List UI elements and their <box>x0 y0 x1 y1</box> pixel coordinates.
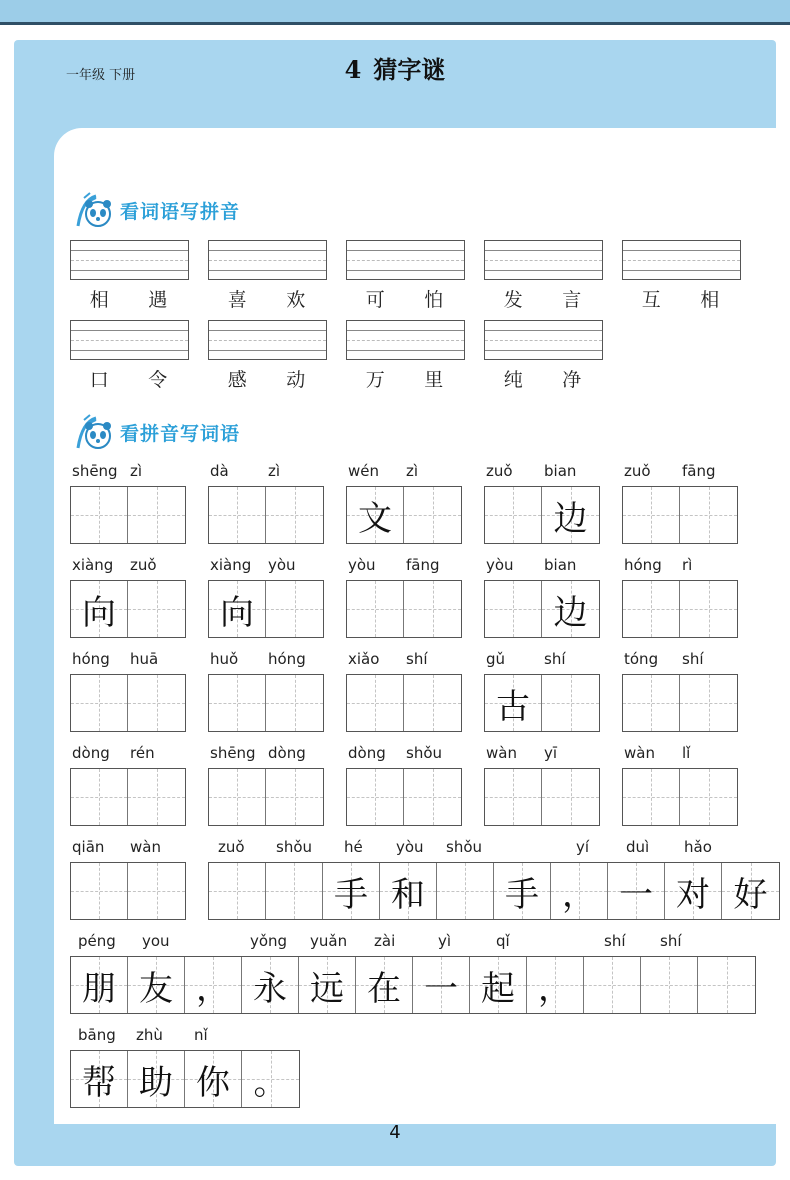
writing-cell[interactable] <box>242 957 299 1013</box>
pinyin-label: dòng <box>348 744 386 762</box>
writing-cell[interactable] <box>71 769 128 825</box>
writing-cell[interactable] <box>347 769 404 825</box>
pinyin-answer-box[interactable] <box>346 320 465 360</box>
vocabulary-word <box>622 285 739 312</box>
pinyin-label: rén <box>130 744 155 762</box>
vocabulary-word <box>208 365 325 392</box>
writing-cell[interactable] <box>542 487 599 543</box>
word-char: 纯 <box>503 369 523 391</box>
pinyin-label: yì <box>438 932 452 950</box>
character-grid <box>208 486 324 544</box>
character-grid <box>208 862 780 920</box>
writing-cell[interactable] <box>470 957 527 1013</box>
pinyin-label: tóng <box>624 650 659 668</box>
vocabulary-word <box>484 285 601 312</box>
writing-cell[interactable] <box>542 769 599 825</box>
cell-char: 手 <box>334 874 368 915</box>
pinyin-label: shǒu <box>446 838 483 856</box>
character-grid <box>622 768 738 826</box>
pinyin-label: yòu <box>268 556 296 574</box>
writing-cell[interactable] <box>347 581 404 637</box>
pinyin-label: hǎo <box>684 838 712 856</box>
vocabulary-word <box>346 365 463 392</box>
character-grid <box>70 956 756 1014</box>
pinyin-label: bian <box>544 556 577 574</box>
pinyin-label: zuǒ <box>218 838 245 856</box>
pinyin-label: dòng <box>72 744 110 762</box>
character-grid <box>70 862 186 920</box>
word-char: 口 <box>89 369 109 391</box>
guide-line <box>347 250 464 251</box>
guide-line <box>209 350 326 351</box>
writing-cell[interactable] <box>680 581 737 637</box>
writing-cell[interactable] <box>185 957 242 1013</box>
writing-cell[interactable] <box>128 675 185 731</box>
pinyin-label: shǒu <box>276 838 313 856</box>
pinyin-label: shí <box>604 932 626 950</box>
pinyin-label: shí <box>682 650 704 668</box>
panda-icon <box>74 190 116 230</box>
writing-cell[interactable] <box>356 957 413 1013</box>
previous-page-edge <box>0 0 790 25</box>
writing-cell[interactable] <box>623 581 680 637</box>
writing-cell[interactable] <box>380 863 437 919</box>
cell-char: 好 <box>733 874 768 915</box>
writing-cell[interactable] <box>128 957 185 1013</box>
character-grid <box>484 580 600 638</box>
writing-cell[interactable] <box>71 675 128 731</box>
lesson-number: 4 <box>344 55 362 84</box>
writing-cell[interactable] <box>413 957 470 1013</box>
pinyin-label: bian <box>544 462 577 480</box>
cell-char: 一 <box>424 968 458 1009</box>
pinyin-label: yòu <box>486 556 514 574</box>
cell-char: ， <box>196 968 230 1009</box>
writing-cell[interactable] <box>623 487 680 543</box>
pinyin-label: xiàng <box>210 556 252 574</box>
pinyin-label: hóng <box>624 556 662 574</box>
pinyin-label: péng <box>78 932 116 950</box>
writing-cell[interactable] <box>209 581 266 637</box>
pinyin-label: shí <box>544 650 566 668</box>
word-char: 互 <box>641 289 661 311</box>
pinyin-label: huǒ <box>210 650 239 668</box>
panda-icon <box>74 412 116 452</box>
guide-line <box>71 340 188 341</box>
pinyin-label: yǒng <box>250 932 288 950</box>
page-number: 4 <box>389 1122 401 1143</box>
character-grid <box>622 486 738 544</box>
writing-cell[interactable] <box>404 675 461 731</box>
pinyin-answer-box[interactable] <box>70 320 189 360</box>
character-grid <box>622 674 738 732</box>
character-grid <box>70 580 186 638</box>
writing-cell[interactable] <box>71 957 128 1013</box>
writing-cell[interactable] <box>209 487 266 543</box>
word-char: 相 <box>89 289 109 311</box>
cell-char: 。 <box>253 1062 288 1103</box>
writing-cell[interactable] <box>404 487 461 543</box>
writing-cell[interactable] <box>266 581 323 637</box>
writing-cell[interactable] <box>185 1051 242 1107</box>
word-char: 令 <box>148 369 168 391</box>
character-grid <box>208 580 324 638</box>
word-char: 言 <box>562 289 582 311</box>
word-char: 遇 <box>148 289 168 311</box>
character-grid <box>70 674 186 732</box>
pinyin-label: zuǒ <box>486 462 513 480</box>
character-grid <box>70 486 186 544</box>
cell-char: 在 <box>367 968 401 1009</box>
pinyin-label: shí <box>660 932 682 950</box>
vocabulary-word <box>346 285 463 312</box>
guide-line <box>71 260 188 261</box>
writing-cell[interactable] <box>608 863 665 919</box>
guide-line <box>623 270 740 271</box>
pinyin-label: huā <box>130 650 159 668</box>
writing-cell[interactable] <box>71 581 128 637</box>
lesson-name: 猜字谜 <box>373 55 446 84</box>
pinyin-label: rì <box>682 556 693 574</box>
guide-line <box>485 350 602 351</box>
cell-char: 对 <box>676 874 710 915</box>
pinyin-label: xiǎo <box>348 650 380 668</box>
pinyin-label: nǐ <box>194 1026 208 1044</box>
cell-char: 边 <box>553 498 588 539</box>
cell-char: 朋 <box>82 968 116 1009</box>
section-2-title: 看拼音写词语 <box>120 422 241 445</box>
section-1-header <box>74 190 240 230</box>
guide-line <box>485 330 602 331</box>
guide-line <box>347 270 464 271</box>
character-grid <box>484 674 600 732</box>
writing-cell[interactable] <box>698 957 755 1013</box>
writing-cell[interactable] <box>266 487 323 543</box>
cell-char: 帮 <box>82 1062 116 1103</box>
pinyin-answer-box[interactable] <box>208 240 327 280</box>
word-char: 发 <box>503 289 523 311</box>
pinyin-answer-box[interactable] <box>346 240 465 280</box>
pinyin-label: zì <box>130 462 143 480</box>
writing-cell[interactable] <box>542 581 599 637</box>
pinyin-label: hóng <box>268 650 306 668</box>
pinyin-label: zuǒ <box>130 556 157 574</box>
cell-char: 和 <box>391 874 425 915</box>
word-char: 可 <box>365 289 385 311</box>
guide-line <box>623 260 740 261</box>
writing-cell[interactable] <box>347 675 404 731</box>
guide-line <box>209 330 326 331</box>
writing-cell[interactable] <box>299 957 356 1013</box>
writing-cell[interactable] <box>128 863 185 919</box>
writing-cell[interactable] <box>680 487 737 543</box>
writing-cell[interactable] <box>323 863 380 919</box>
pinyin-label: zì <box>268 462 281 480</box>
character-grid <box>622 580 738 638</box>
pinyin-answer-box[interactable] <box>70 240 189 280</box>
pinyin-label: yuǎn <box>310 932 348 950</box>
pinyin-answer-box[interactable] <box>622 240 741 280</box>
cell-char: 一 <box>619 874 653 915</box>
guide-line <box>623 250 740 251</box>
writing-cell[interactable] <box>584 957 641 1013</box>
pinyin-label: yī <box>544 744 558 762</box>
cell-char: 边 <box>553 592 588 633</box>
writing-cell[interactable] <box>485 769 542 825</box>
word-char: 万 <box>365 369 385 391</box>
word-char: 净 <box>562 369 582 391</box>
writing-cell[interactable] <box>527 957 584 1013</box>
writing-cell[interactable] <box>551 863 608 919</box>
cell-char: 助 <box>139 1062 173 1103</box>
pinyin-answer-box[interactable] <box>484 320 603 360</box>
cell-char: 向 <box>82 592 116 633</box>
cell-char: ， <box>538 968 572 1009</box>
guide-line <box>347 330 464 331</box>
pinyin-label: zài <box>374 932 396 950</box>
writing-cell[interactable] <box>623 675 680 731</box>
guide-line <box>71 250 188 251</box>
writing-cell[interactable] <box>404 581 461 637</box>
pinyin-label: shǒu <box>406 744 443 762</box>
word-char: 欢 <box>286 289 306 311</box>
writing-cell[interactable] <box>266 675 323 731</box>
vocabulary-word <box>208 285 325 312</box>
guide-line <box>209 340 326 341</box>
pinyin-label: dà <box>210 462 229 480</box>
word-char: 动 <box>286 369 306 391</box>
writing-cell[interactable] <box>128 487 185 543</box>
cell-char: 你 <box>196 1062 230 1103</box>
pinyin-label: wàn <box>130 838 161 856</box>
writing-cell[interactable] <box>485 487 542 543</box>
pinyin-label: xiàng <box>72 556 114 574</box>
writing-cell[interactable] <box>680 769 737 825</box>
vocabulary-word <box>70 365 187 392</box>
word-char: 喜 <box>227 289 247 311</box>
writing-cell[interactable] <box>623 769 680 825</box>
pinyin-label: zhù <box>136 1026 163 1044</box>
character-grid <box>70 768 186 826</box>
guide-line <box>209 250 326 251</box>
character-grid <box>484 768 600 826</box>
writing-cell[interactable] <box>641 957 698 1013</box>
pinyin-answer-box[interactable] <box>484 240 603 280</box>
pinyin-label: shēng <box>210 744 256 762</box>
guide-line <box>347 260 464 261</box>
pinyin-label: qiān <box>72 838 105 856</box>
cell-char: 远 <box>310 968 344 1009</box>
word-char: 里 <box>424 369 444 391</box>
writing-cell[interactable] <box>209 863 266 919</box>
writing-cell[interactable] <box>665 863 722 919</box>
writing-cell[interactable] <box>128 581 185 637</box>
character-grid <box>346 674 462 732</box>
writing-cell[interactable] <box>404 769 461 825</box>
writing-cell[interactable] <box>437 863 494 919</box>
cell-char: 永 <box>253 968 287 1009</box>
pinyin-label: fāng <box>406 556 440 574</box>
guide-line <box>71 350 188 351</box>
pinyin-label: wàn <box>486 744 517 762</box>
pinyin-answer-box[interactable] <box>208 320 327 360</box>
character-grid <box>70 1050 300 1108</box>
guide-line <box>347 340 464 341</box>
pinyin-label: yí <box>576 838 590 856</box>
guide-line <box>71 330 188 331</box>
cell-char: 古 <box>496 686 530 727</box>
writing-cell[interactable] <box>485 675 542 731</box>
writing-cell[interactable] <box>494 863 551 919</box>
guide-line <box>209 270 326 271</box>
lesson-title <box>0 50 790 85</box>
writing-cell[interactable] <box>266 863 323 919</box>
pinyin-label: wàn <box>624 744 655 762</box>
writing-cell[interactable] <box>128 769 185 825</box>
guide-line <box>485 250 602 251</box>
grade-label: 一年级 下册 <box>66 68 136 83</box>
guide-line <box>485 260 602 261</box>
pinyin-label: gǔ <box>486 650 506 668</box>
writing-cell[interactable] <box>680 675 737 731</box>
pinyin-label: dòng <box>268 744 306 762</box>
writing-cell[interactable] <box>209 769 266 825</box>
writing-cell[interactable] <box>71 863 128 919</box>
writing-cell[interactable] <box>71 487 128 543</box>
cell-char: 向 <box>220 592 254 633</box>
pinyin-label: hé <box>344 838 363 856</box>
pinyin-label: lǐ <box>682 744 691 762</box>
writing-cell[interactable] <box>542 675 599 731</box>
vocabulary-word <box>484 365 601 392</box>
writing-cell[interactable] <box>128 1051 185 1107</box>
cell-char: ， <box>562 874 596 915</box>
cell-char: 起 <box>481 968 515 1009</box>
pinyin-label: shēng <box>72 462 118 480</box>
word-char: 怕 <box>424 289 444 311</box>
pinyin-label: qǐ <box>496 932 510 950</box>
guide-line <box>347 350 464 351</box>
guide-line <box>71 270 188 271</box>
cell-char: 文 <box>358 498 392 539</box>
word-char: 相 <box>700 289 720 311</box>
guide-line <box>209 260 326 261</box>
writing-cell[interactable] <box>722 863 779 919</box>
writing-cell[interactable] <box>266 769 323 825</box>
pinyin-label: bāng <box>78 1026 116 1044</box>
character-grid <box>346 768 462 826</box>
character-grid <box>208 768 324 826</box>
character-grid <box>208 674 324 732</box>
section-2-header <box>74 412 240 452</box>
cell-char: 友 <box>139 968 173 1009</box>
pinyin-label: wén <box>348 462 380 480</box>
writing-cell[interactable] <box>71 1051 128 1107</box>
writing-cell[interactable] <box>209 675 266 731</box>
pinyin-label: zuǒ <box>624 462 651 480</box>
character-grid <box>484 486 600 544</box>
pinyin-label: zì <box>406 462 419 480</box>
pinyin-label: fāng <box>682 462 716 480</box>
writing-cell[interactable] <box>242 1051 299 1107</box>
writing-cell[interactable] <box>485 581 542 637</box>
writing-cell[interactable] <box>347 487 404 543</box>
character-grid <box>346 580 462 638</box>
guide-line <box>485 270 602 271</box>
pinyin-label: hóng <box>72 650 110 668</box>
word-char: 感 <box>227 369 247 391</box>
cell-char: 手 <box>505 874 539 915</box>
character-grid <box>346 486 462 544</box>
pinyin-label: yòu <box>348 556 376 574</box>
pinyin-label: duì <box>626 838 650 856</box>
pinyin-label: yòu <box>396 838 424 856</box>
vocabulary-word <box>70 285 187 312</box>
pinyin-label: you <box>142 932 170 950</box>
pinyin-label: shí <box>406 650 428 668</box>
section-1-title: 看词语写拼音 <box>120 200 241 223</box>
guide-line <box>485 340 602 341</box>
